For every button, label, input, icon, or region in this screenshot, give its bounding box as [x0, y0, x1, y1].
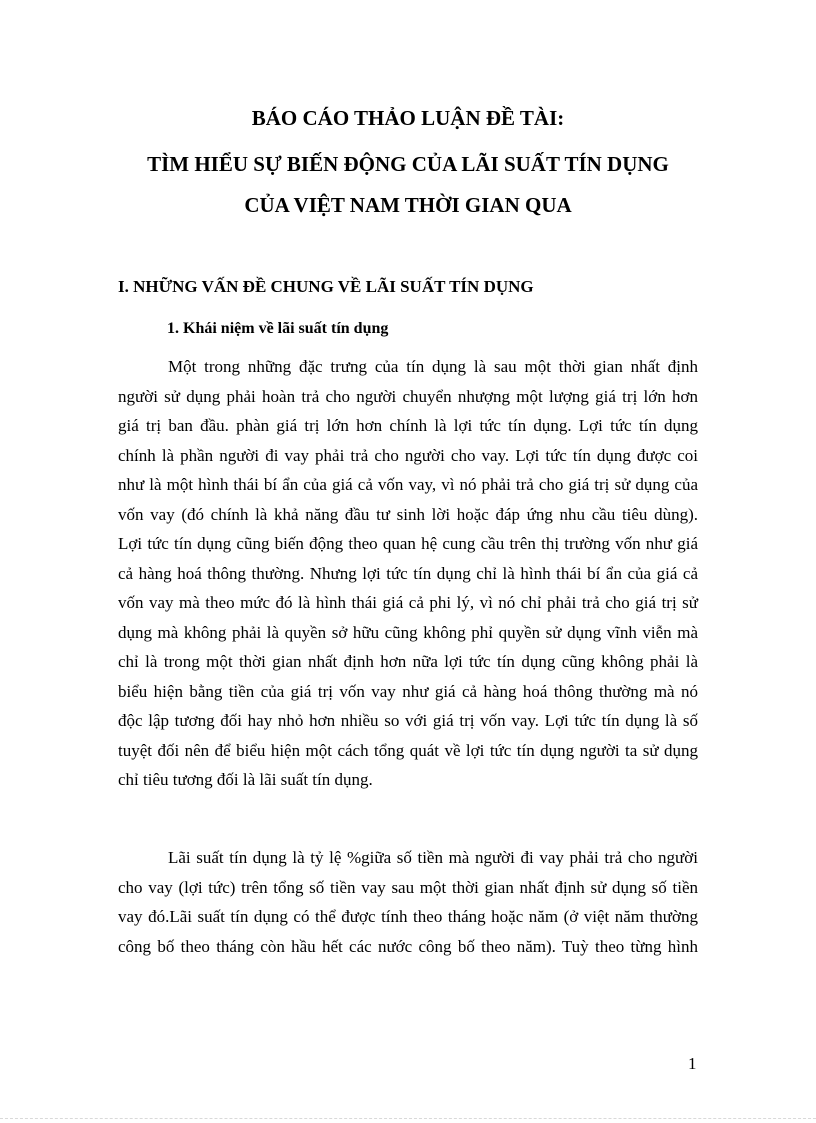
- page-number: 1: [688, 1054, 697, 1073]
- paragraph-line: vốn vay (đó chính là khả năng đầu tư sinh lời hoặc đáp ứng nhu cầu tiêu dùng).: [118, 504, 698, 524]
- paragraph-line: chỉ tiêu tương đối là lãi suất tín dụng.: [118, 770, 373, 789]
- paragraph-line: giá trị ban đầu. phàn giá trị lớn hơn chính là lợi tức tín dụng. Lợi tức tín dụng: [118, 416, 698, 435]
- section-heading: I. NHỮNG VẤN ĐỀ CHUNG VỀ LÃI SUẤT TÍN DỤNG: [118, 277, 534, 296]
- paragraph-line: cho vay (lợi tức) trên tổng số tiền vay sau một thời gian nhất định sử dụng số tiền: [118, 877, 698, 897]
- paragraph-line: vốn vay mà theo mức đó là hình thái giá cả phi lý, vì nó chỉ phải trả cho giá trị sử: [118, 593, 698, 612]
- paragraph-line: tuyệt đối nên để biểu hiện một cách tổng quát về lợi tức tín dụng người ta sử dụng: [118, 740, 698, 760]
- document-title-line-3: CỦA VIỆT NAM THỜI GIAN QUA: [244, 193, 572, 217]
- paragraph-line: cả hàng hoá thông thường. Nhưng lợi tức tín dụng chỉ là hình thái bí ẩn của giá cả: [118, 563, 698, 583]
- paragraph-line: công bố theo tháng còn hầu hết các nước công bố theo năm). Tuỳ theo từng hình: [118, 936, 698, 956]
- paragraph-line: chỉ là trong một thời gian nhất định hơn nữa lợi tức tín dụng cũng không phải là: [118, 652, 698, 671]
- paragraph-line: người sử dụng phải hoàn trả cho người chuyển nhượng một lượng giá trị lớn hơn: [118, 386, 698, 406]
- page-bottom-divider: [0, 1118, 816, 1119]
- paragraph-line: Lợi tức tín dụng cũng biến động theo quan hệ cung cầu trên thị trường vốn như giá: [118, 534, 698, 553]
- paragraph-line: biểu hiện bằng tiền của giá trị vốn vay như giá cả hàng hoá thông thường mà nó: [118, 681, 698, 701]
- document-title-line-2: TÌM HIỂU SỰ BIẾN ĐỘNG CỦA LÃI SUẤT TÍN DỤNG: [147, 152, 669, 176]
- paragraph-line: như là một hình thái bí ẩn của giá cả vốn vay, vì nó phải trả cho giá trị sử dụng của: [118, 475, 698, 494]
- paragraph-line: độc lập tương đối hay nhỏ hơn nhiều so với giá trị vốn vay. Lợi tức tín dụng là số: [118, 711, 698, 730]
- paragraph-line: chính là phần người đi vay phải trả cho người cho vay. Lợi tức tín dụng được coi: [118, 445, 698, 465]
- paragraph-line: vay đó.Lãi suất tín dụng có thể được tính theo tháng hoặc năm (ở việt năm thường: [118, 907, 698, 926]
- paragraph-concept: [118, 352, 698, 795]
- paragraph-interest-rate: [118, 843, 698, 961]
- paragraph-line: Một trong những đặc trưng của tín dụng là sau một thời gian nhất định: [168, 357, 698, 376]
- paragraph-line: Lãi suất tín dụng là tỷ lệ %giữa số tiền mà người đi vay phải trả cho người: [168, 848, 698, 867]
- document-title-line-1: BÁO CÁO THẢO LUẬN ĐỀ TÀI:: [251, 106, 565, 130]
- paragraph-line: dụng mà không phải là quyền sở hữu cũng không phỉ quyền sử dụng vĩnh viễn mà: [118, 622, 698, 642]
- subsection-heading: 1. Khái niệm về lãi suất tín dụng: [167, 320, 389, 337]
